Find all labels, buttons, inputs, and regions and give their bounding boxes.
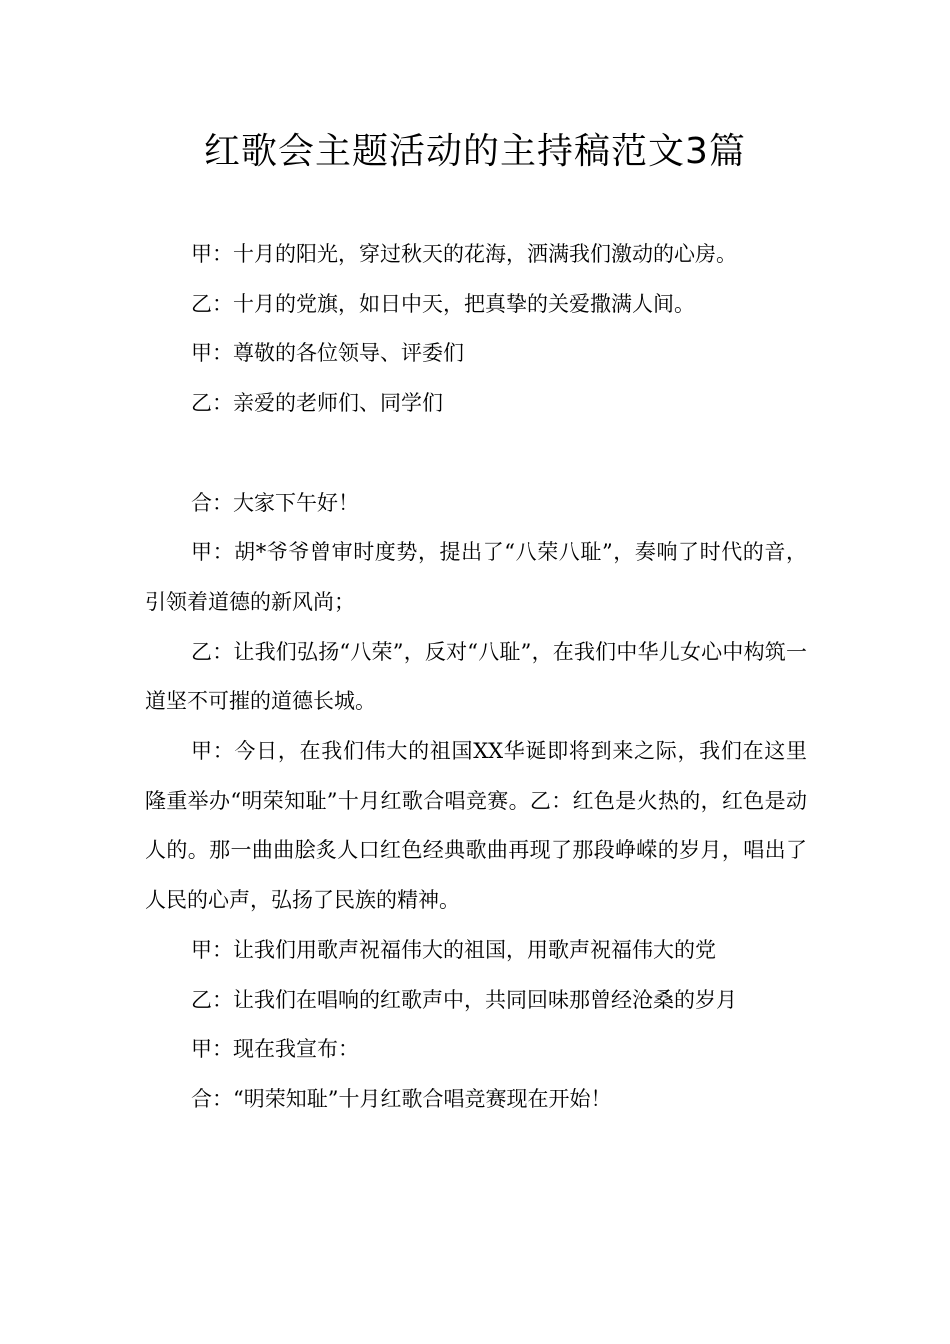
paragraph: 甲：今日，在我们伟大的祖国XX华诞即将到来之际，我们在这里隆重举办“明荣知耻”十月红歌合唱竞赛。乙：红色是火热的，红色是动人的。那一曲曲脍炙人口红色经典歌曲再现了那段峥嵘的岁月，唱出了人民的心声，弘扬了民族的精神。	[145, 739, 807, 913]
document-body	[145, 230, 807, 1125]
paragraph: 合：大家下午好！	[191, 490, 359, 515]
paragraph: 甲：让我们用歌声祝福伟大的祖国，用歌声祝福伟大的党	[191, 937, 716, 962]
paragraph: 乙：亲爱的老师们、同学们	[191, 391, 443, 416]
paragraph: 甲：尊敬的各位领导、评委们	[191, 341, 464, 366]
paragraph: 甲：胡*爷爷曾审时度势，提出了“八荣八耻”，奏响了时代的音，引领着道德的新风尚；	[145, 540, 807, 614]
paragraph: 甲：十月的阳光，穿过秋天的花海，洒满我们激动的心房。	[191, 242, 737, 266]
paragraph: 乙：让我们弘扬“八荣”，反对“八耻”，在我们中华儿女心中构筑一道坚不可摧的道德长城。	[145, 639, 807, 714]
paragraph: 乙：十月的党旗，如日中天，把真挚的关爱撒满人间。	[191, 291, 695, 316]
paragraph: 合：“明荣知耻”十月红歌合唱竞赛现在开始！	[191, 1086, 612, 1111]
blank-line	[145, 429, 807, 479]
paragraph: 乙：让我们在唱响的红歌声中，共同回味那曾经沧桑的岁月	[191, 987, 737, 1012]
document-title: 红歌会主题活动的主持稿范文3篇	[204, 131, 746, 172]
paragraph: 甲：现在我宣布：	[191, 1037, 359, 1062]
